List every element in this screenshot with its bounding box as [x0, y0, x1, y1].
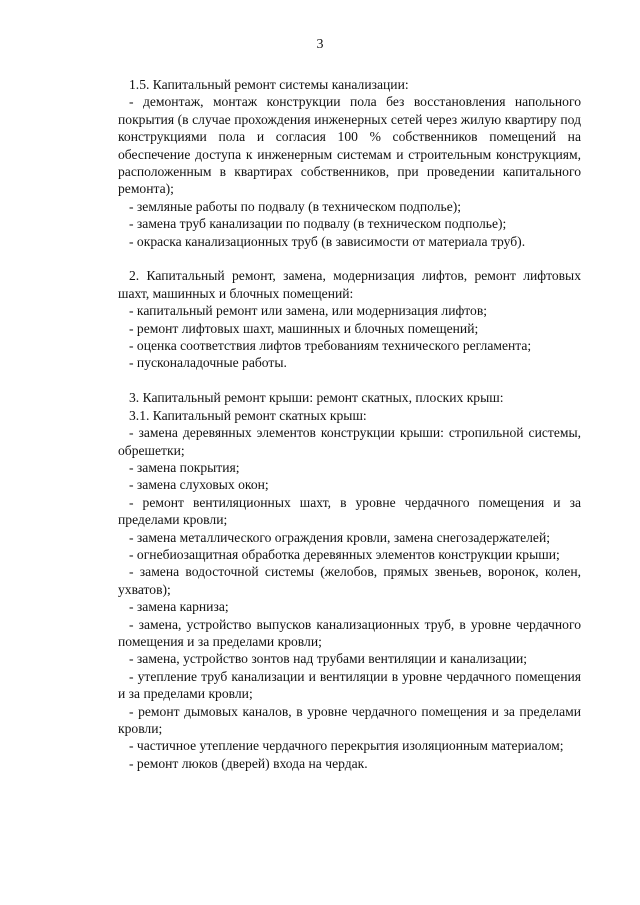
- list-item: - частичное утепление чердачного перекрытия изоляционным материалом;: [129, 738, 564, 754]
- list-item: - замена труб канализации по подвалу (в техническом подполье);: [129, 216, 507, 232]
- list-item: - оценка соответствия лифтов требованиям технического регламента;: [129, 338, 532, 354]
- list-item: - ремонт вентиляционных шахт, в уровне чердачного помещения и за пределами кровли;: [118, 494, 581, 528]
- list-item: - замена деревянных элементов конструкции крыши: стропильной системы, обрешетки;: [118, 425, 581, 458]
- list-item: - замена, устройство зонтов над трубами вентиляции и канализации;: [129, 651, 528, 667]
- list-item: - земляные работы по подвалу (в техническом подполье);: [129, 198, 462, 214]
- heading-sewerage-repair: 1.5. Капитальный ремонт системы канализации:: [129, 77, 409, 92]
- list-item: - пусконаладочные работы.: [129, 355, 287, 371]
- list-item: - ремонт дымовых каналов, в уровне чердачного помещения и за пределами кровли;: [118, 703, 581, 736]
- paragraph-spacer: [118, 372, 581, 389]
- list-item: - замена водосточной системы (желобов, прямых звеньев, воронок, колен, ухватов);: [118, 564, 581, 597]
- list-item: - замена металлического ограждения кровли, замена снегозадержателей;: [129, 529, 551, 545]
- list-item: - ремонт люков (дверей) входа на чердак.: [129, 755, 368, 771]
- list-item: - демонтаж, монтаж конструкции пола без восстановления напольного покрытия (в случае прохождения инженерных сетей через жилую квартиру под конструкциями пола и согласия 100 % собственников помещений на обеспечение доступа к инженерным системам и строительным конструкциям, расположенным в квартирах собственников, при проведении капитального ремонта);: [118, 94, 581, 197]
- list-item: - капитальный ремонт или замена, или модернизация лифтов;: [129, 303, 488, 319]
- list-item: - огнебиозащитная обработка деревянных элементов конструкции крыши;: [129, 546, 560, 562]
- list-item: - утепление труб канализации и вентиляции в уровне чердачного помещения и за пределами кровли;: [118, 668, 581, 702]
- list-item: - замена покрытия;: [129, 459, 240, 475]
- list-item: - замена, устройство выпусков канализационных труб, в уровне чердачного помещения и за пределами кровли;: [118, 616, 581, 649]
- paragraph-spacer: [118, 250, 581, 267]
- list-item: - окраска канализационных труб (в зависимости от материала труб).: [129, 233, 526, 249]
- document-body: [118, 76, 581, 772]
- subheading-pitched-roof-repair: 3.1. Капитальный ремонт скатных крыш:: [129, 407, 367, 423]
- list-item: - ремонт лифтовых шахт, машинных и блочных помещений;: [129, 320, 479, 336]
- page-number: 3: [316, 37, 324, 52]
- heading-roof-repair: 3. Капитальный ремонт крыши: ремонт скатных, плоских крыш:: [129, 390, 504, 406]
- heading-elevator-repair: 2. Капитальный ремонт, замена, модернизация лифтов, ремонт лифтовых шахт, машинных и блочных помещений:: [118, 268, 581, 301]
- list-item: - замена карниза;: [129, 599, 229, 615]
- list-item: - замена слуховых окон;: [129, 477, 269, 493]
